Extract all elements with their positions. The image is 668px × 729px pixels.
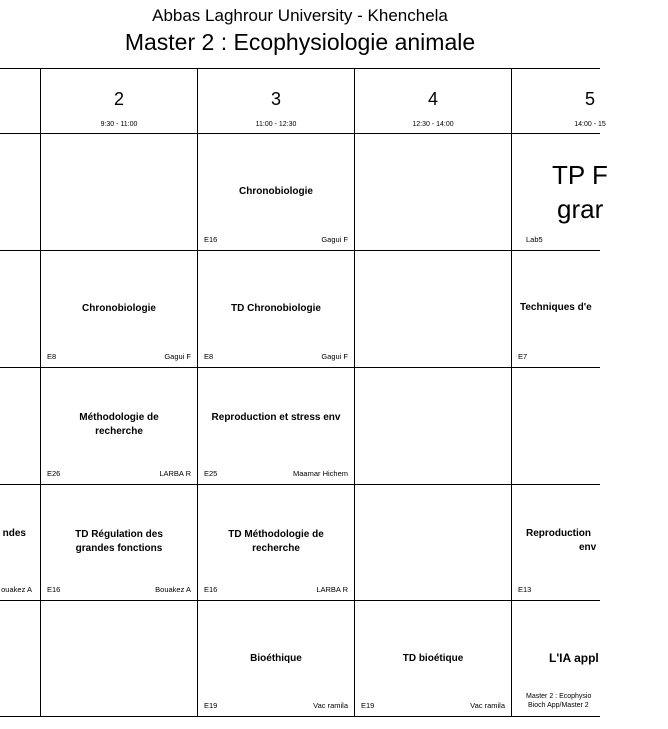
slot-time: 11:00 - 12:30 [255,121,297,128]
course-cell[interactable] [41,485,197,600]
room-label: E16 [47,585,61,594]
course-cell[interactable] [512,485,600,600]
course-subject: Méthodologie de recherche [79,412,159,437]
course-cell[interactable] [198,368,354,484]
room-label: E7 [518,352,528,361]
teacher-label: Gagui F [164,352,191,361]
course-subject: TD Régulation des grandes fonctions [75,529,163,554]
program-title: Master 2 : Ecophysiologie animale [124,29,476,55]
slot-number: 2 [113,89,124,109]
course-subject: ndes [2,528,26,539]
teacher-label: LARBA R [159,469,191,478]
room-label: Lab5 [526,235,543,244]
teacher-label: ouakez A [1,585,32,594]
course-cell[interactable] [512,601,600,716]
university-title: Abbas Laghrour University - Khenchela [152,6,448,25]
room-label: E8 [204,352,214,361]
course-subject: Chronobiologie [239,186,313,197]
course-cell[interactable] [41,251,197,367]
teacher-label: Bouakez A [155,585,191,594]
course-subject: TD bioétique [402,653,464,664]
course-subject: Bioéthique [250,653,302,664]
teacher-label: Gagui F [321,352,348,361]
teacher-label: LARBA R [316,585,348,594]
course-subject: env [579,542,597,553]
room-label: E26 [47,469,61,478]
course-subject: Techniques d'e [520,302,592,313]
grid-line [0,68,600,69]
slot-time: 9:30 - 11:00 [100,121,138,128]
teacher-label: Gagui F [321,235,348,244]
course-cell[interactable] [198,485,354,600]
slot-number: 4 [427,89,438,109]
teacher-label: Maamar Hichem [292,469,348,478]
teacher-label: Vac ramila [470,701,505,710]
course-note: Bioch App/Master 2 [528,702,589,709]
slot-number: 3 [270,89,281,109]
course-subject: TD Méthodologie de recherche [228,529,324,554]
room-label: E19 [361,701,375,710]
slot-time: 12:30 - 14:00 [412,121,454,128]
course-cell[interactable] [355,601,511,716]
course-cell[interactable] [41,368,197,484]
course-subject: Reproduction [526,528,591,539]
course-subject: Reproduction et stress env [211,412,341,423]
course-cell[interactable] [512,134,608,250]
room-label: E16 [204,235,218,244]
grid-line [0,716,600,717]
course-cell[interactable] [198,134,354,250]
course-subject: TP F [552,160,608,190]
course-cell[interactable] [198,251,354,367]
room-label: E16 [204,585,218,594]
slot-number: 5 [584,89,595,109]
course-cell[interactable] [198,601,354,716]
course-subject: L'IA appl [549,651,599,665]
slot-time: 14:00 - 15 [574,121,606,128]
course-note: Master 2 : Ecophysio [526,693,592,700]
teacher-label: Vac ramila [313,701,348,710]
room-label: E25 [204,469,218,478]
course-subject: Chronobiologie [82,303,156,314]
course-cell[interactable] [512,251,600,367]
room-label: E19 [204,701,218,710]
room-label: E8 [47,352,57,361]
course-cell[interactable] [0,485,40,600]
course-subject: TD Chronobiologie [231,303,321,314]
room-label: E13 [518,585,532,594]
course-subject: grar [557,194,604,224]
